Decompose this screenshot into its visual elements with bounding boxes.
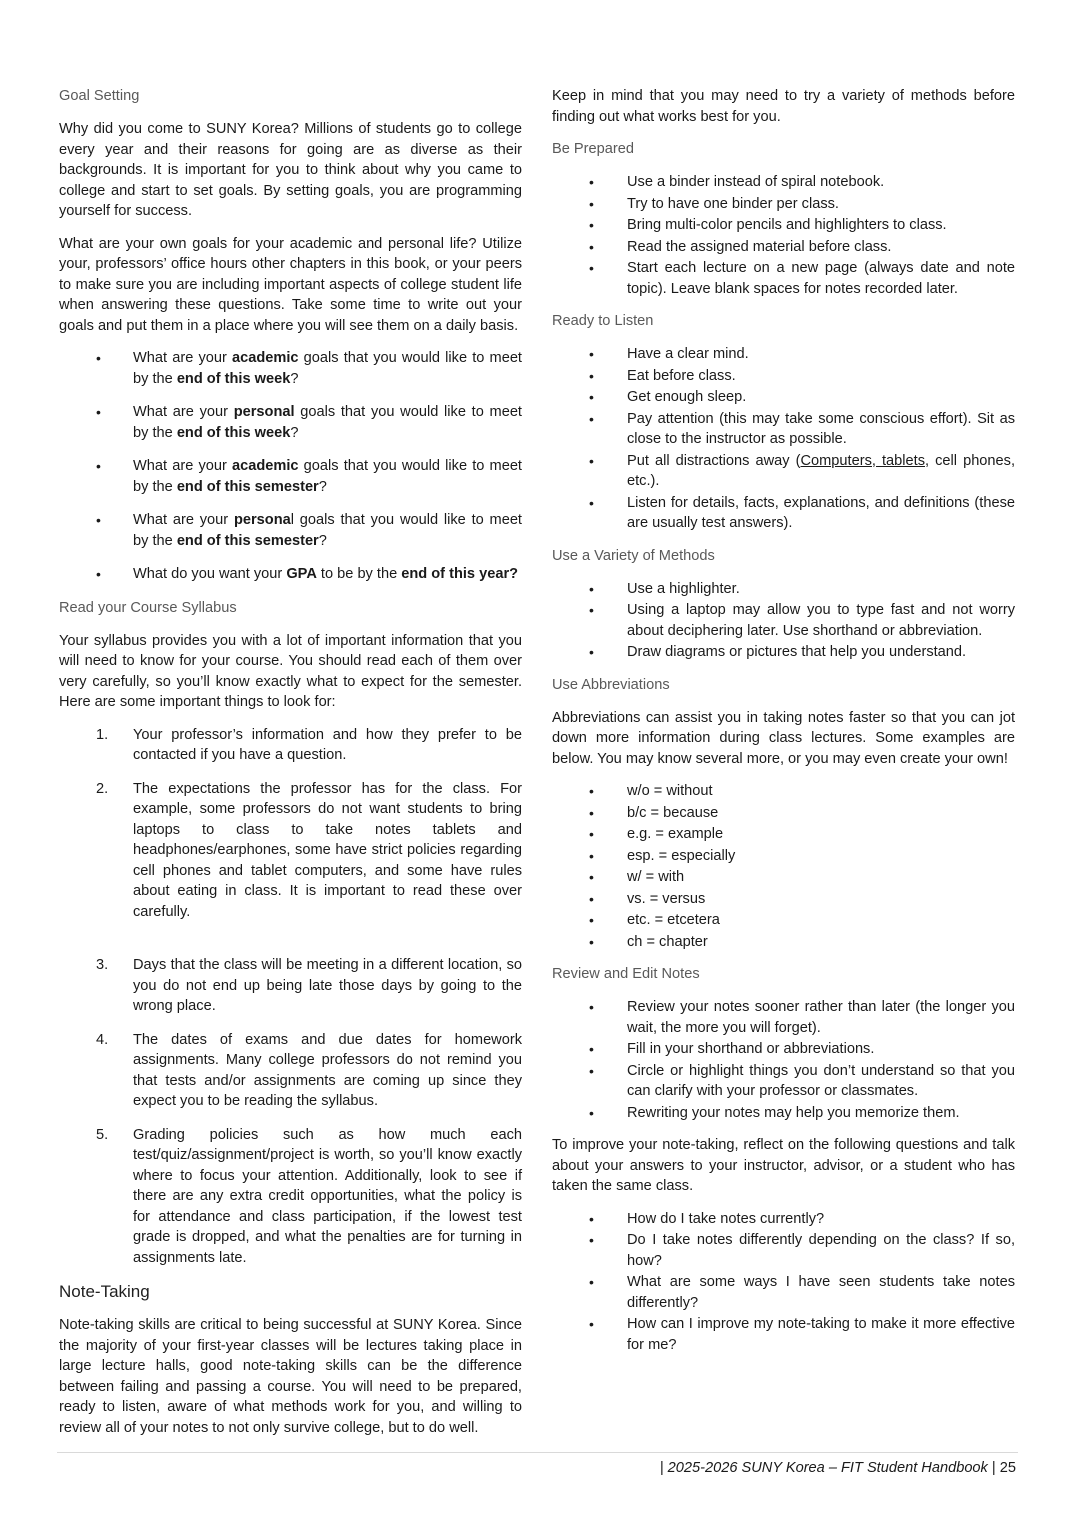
abbreviations-paragraph: Abbreviations can assist you in taking notes faster so that you can jot down more information during class lectures. Some examples are below. You may know several more, or you may even create your own!	[552, 709, 1015, 767]
list-item: • e.g. = example	[552, 824, 1015, 845]
item-number: 5.	[96, 1126, 109, 1143]
syllabus-item: 3. Days that the class will be meeting in a different location, so you do not end up being late those days by going to the wrong place.	[96, 957, 522, 1014]
list-item: • Circle or highlight things you don’t understand so that you can clarify with your professor or classmates.	[589, 1062, 1015, 1099]
goal-questions-list	[59, 348, 522, 585]
list-item: • Read the assigned material before class.	[552, 237, 1015, 258]
list-item: • Review your notes sooner rather than later (the longer you wait, the more you will forget).	[589, 999, 1015, 1036]
bullet-icon: •	[589, 494, 594, 511]
bullet-icon: •	[96, 458, 101, 474]
left-column	[59, 86, 522, 1450]
bullet-icon: •	[589, 580, 594, 597]
syllabus-item: 2. The expectations the professor has for the class. For example, some professors do not want students to bring laptops to class to take notes tablets and headphones/earphones, some have strict policies regarding cell phones and tablet computers, and some have rules about eating in class. It is important to read these over carefully.	[96, 780, 522, 920]
bullet-icon: •	[96, 404, 101, 420]
intro-paragraph: Keep in mind that you may need to try a variety of methods before finding out what works best for you.	[552, 88, 1015, 125]
list-item: • b/c = because	[552, 803, 1015, 824]
list-item: • Try to have one binder per class.	[552, 194, 1015, 215]
bullet-icon: •	[96, 512, 101, 528]
list-item: • Have a clear mind.	[552, 344, 1015, 365]
list-item: • What are some ways I have seen students take notes differently?	[589, 1274, 1015, 1311]
list-item: • Put all distractions away (Computers, tablets, cell phones, etc.).	[589, 452, 1016, 489]
bullet-icon: •	[589, 869, 594, 885]
review-notes-heading: Review and Edit Notes	[552, 966, 700, 982]
abbreviations-heading: Use Abbreviations	[552, 676, 670, 693]
bullet-icon: •	[589, 174, 594, 190]
item-number: 4.	[96, 1031, 109, 1048]
footer-title: 2025-2026 SUNY Korea – FIT Student Handbook	[667, 1460, 988, 1476]
goal-question: • What are your academic goals that you would like to meet by the end of this semester?	[96, 458, 522, 495]
list-item: • Rewriting your notes may help you memorize them.	[552, 1103, 1015, 1124]
bullet-icon: •	[96, 350, 101, 366]
footer-bar-right: |	[991, 1460, 996, 1476]
review-notes-list	[552, 997, 1015, 1123]
syllabus-heading: Read your Course Syllabus	[59, 599, 237, 616]
item-number: 3.	[96, 957, 109, 973]
note-taking-paragraph: Note-taking skills are critical to being successful at SUNY Korea. Since the majority of your first-year classes will be lectures taking place in large lecture halls, good note-taking skills can be the difference between failing and passing a course. You will need to be prepared, ready to listen, aware of what methods work for you, and willing to review all of your notes to not only survive college, but to do well.	[59, 1317, 522, 1436]
variety-methods-list	[552, 579, 1015, 663]
bullet-icon: •	[589, 367, 594, 384]
bullet-icon: •	[589, 933, 594, 950]
list-item: • vs. = versus	[552, 889, 1015, 910]
bullet-icon: •	[589, 912, 594, 928]
list-item: • Get enough sleep.	[552, 387, 1015, 408]
computers-tablets-link[interactable]: Computers, tablets	[800, 452, 925, 469]
bullet-icon: •	[589, 1210, 594, 1227]
ready-to-listen-heading: Ready to Listen	[552, 313, 654, 329]
bullet-icon: •	[589, 1104, 594, 1121]
syllabus-item: 5. Grading policies such as how much each test/quiz/assignment/project is worth, so you’ll know exactly where to focus your attention. Additionally, look to see if there are any extra credit opportunities, what the policy is for attendance and class participation, if the lowest test grade is dropped, and what the penalties are for turning in assignments late.	[96, 1126, 522, 1266]
bullet-icon: •	[589, 602, 594, 618]
bullet-icon: •	[589, 217, 594, 233]
ready-to-listen-list	[552, 344, 1015, 534]
item-number: 1.	[96, 726, 109, 743]
goal-question: • What are your personal goals that you would like to meet by the end of this semester?	[96, 512, 522, 549]
bullet-icon: •	[589, 783, 594, 799]
bullet-icon: •	[589, 847, 594, 864]
item-number: 2.	[96, 780, 109, 797]
list-item: • How can I improve my note-taking to make it more effective for me?	[589, 1316, 1015, 1353]
list-item: • w/o = without	[552, 781, 1015, 802]
bullet-icon: •	[96, 566, 101, 582]
bullet-icon: •	[589, 1062, 594, 1079]
be-prepared-heading: Be Prepared	[552, 141, 634, 157]
goal-paragraph-1: Why did you come to SUNY Korea? Millions of students go to college every year and their reasons for going are as diverse as their backgrounds. It is important for you to think about why you came to college and start to set goals. By setting goals, you are programming yourself for success.	[59, 121, 522, 219]
bullet-icon: •	[589, 644, 594, 660]
footer-divider	[57, 1452, 1018, 1453]
syllabus-item: 4. The dates of exams and due dates for homework assignments. Many college professors do not remind you that tests and/or assignments are coming up since they expect you to be reading the syllabus.	[96, 1031, 522, 1109]
be-prepared-list	[552, 172, 1015, 299]
list-item: • ch = chapter	[552, 932, 1015, 953]
syllabus-paragraph: Your syllabus provides you with a lot of important information that you will need to know for your course. You should read each of them over very carefully, so you’ll know exactly what to expect for the semester. Here are some important things to look for:	[59, 632, 522, 710]
bullet-icon: •	[589, 1041, 594, 1057]
goal-question: • What are your personal goals that you would like to meet by the end of this week?	[96, 404, 522, 441]
bullet-icon: •	[589, 410, 594, 427]
bullet-icon: •	[589, 1316, 594, 1332]
bullet-icon: •	[589, 260, 594, 276]
bullet-icon: •	[589, 195, 594, 212]
list-item: • Listen for details, facts, explanations, and definitions (these are usually test answers).	[589, 494, 1015, 531]
bullet-icon: •	[589, 804, 594, 821]
list-item: • Pay attention (this may take some conscious effort). Sit as close to the instructor as possible.	[589, 410, 1015, 447]
list-item: • Do I take notes differently depending on the class? If so, how?	[589, 1232, 1015, 1269]
bullet-icon: •	[589, 452, 594, 469]
bullet-icon: •	[589, 1274, 594, 1290]
list-item: • Draw diagrams or pictures that help you understand.	[552, 642, 1015, 663]
bullet-icon: •	[589, 999, 594, 1015]
goal-setting-heading: Goal Setting	[59, 88, 140, 104]
list-item: • w/ = with	[552, 867, 1015, 888]
right-column	[552, 86, 1015, 1367]
footer-bar-left: |	[659, 1460, 664, 1476]
goal-paragraph-2: What are your own goals for your academic and personal life? Utilize your, professors’ office hours other chapters in this book, or your peers to make sure you are including important aspects of college student life when answering these questions. Take some time to write out your goals and put them in a place where you will see them on a daily basis.	[59, 235, 522, 334]
bullet-icon: •	[589, 346, 594, 362]
syllabus-item: 1. Your professor’s information and how they prefer to be contacted if you have a question.	[96, 726, 522, 763]
list-item: • Use a highlighter.	[552, 579, 1015, 600]
bullet-icon: •	[589, 389, 594, 405]
bullet-icon: •	[589, 1232, 594, 1248]
variety-methods-heading: Use a Variety of Methods	[552, 547, 715, 564]
list-item: • Eat before class.	[552, 366, 1015, 387]
page-number: 25	[999, 1460, 1016, 1476]
list-item: • Use a binder instead of spiral notebook.	[552, 172, 1015, 193]
list-item: • esp. = especially	[552, 846, 1015, 867]
goal-question: • What are your academic goals that you would like to meet by the end of this week?	[96, 350, 522, 387]
abbreviations-list	[552, 781, 1015, 952]
list-item: • etc. = etcetera	[552, 910, 1015, 931]
improve-questions-list	[552, 1209, 1015, 1356]
goal-question: • What do you want your GPA to be by the end of this year?	[59, 564, 522, 585]
list-item: • Using a laptop may allow you to type fast and not worry about deciphering later. Use shorthand or abbreviation.	[589, 602, 1015, 639]
bullet-icon: •	[589, 890, 594, 907]
bullet-icon: •	[589, 826, 594, 842]
list-item: • How do I take notes currently?	[552, 1209, 1015, 1230]
syllabus-list	[59, 725, 522, 1269]
improve-paragraph: To improve your note-taking, reflect on the following questions and talk about your answers to your instructor, advisor, or a student who has taken the same class.	[552, 1137, 1015, 1194]
list-item: • Bring multi-color pencils and highlighters to class.	[552, 215, 1015, 236]
list-item: • Start each lecture on a new page (always date and note topic). Leave blank spaces for notes recorded later.	[589, 260, 1015, 297]
page-footer	[660, 1460, 1016, 1476]
bullet-icon: •	[589, 238, 594, 255]
note-taking-heading: Note-Taking	[59, 1282, 150, 1301]
list-item: • Fill in your shorthand or abbreviations.	[552, 1039, 1015, 1060]
